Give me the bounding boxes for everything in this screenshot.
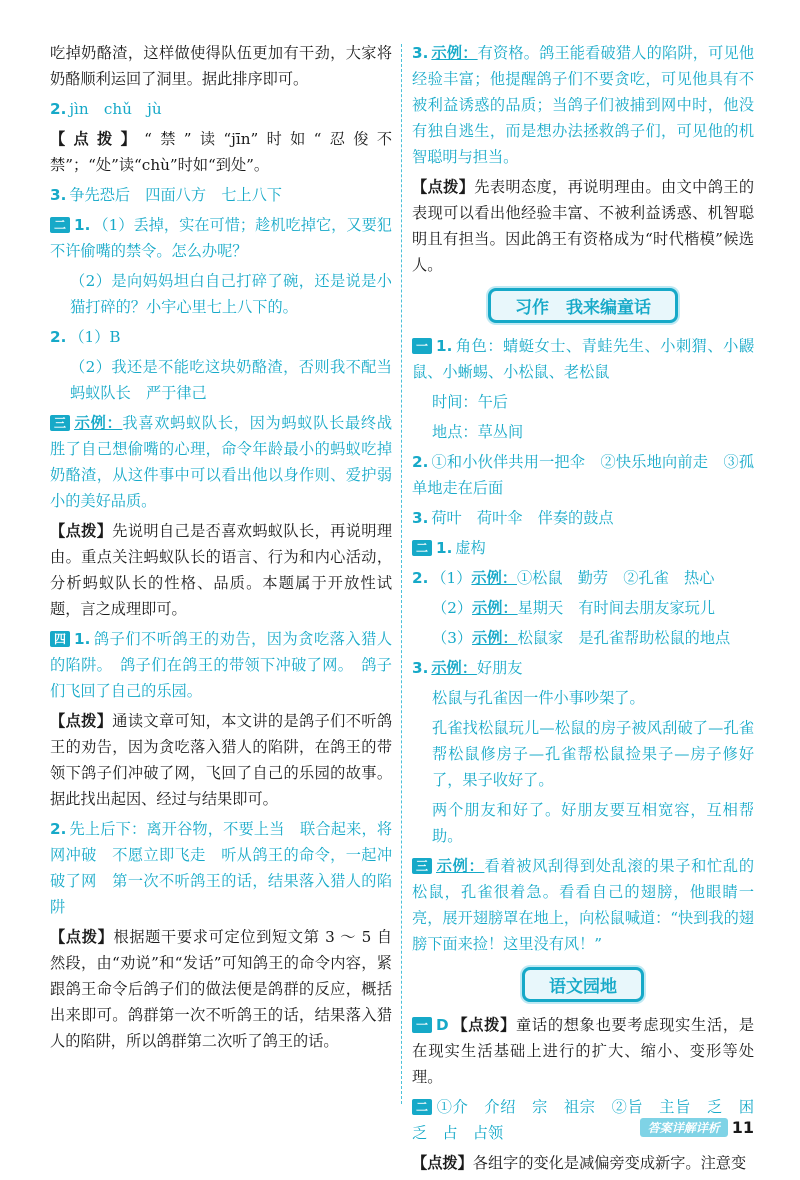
answer-text: （1）B <box>69 328 121 346</box>
answer-text: 我喜欢蚂蚁队长，因为蚂蚁队长最终战胜了自己想偷嘴的心理，命令年龄最小的蚂蚁吃掉奶酪渣，从这件事中可以看出他以身作则、爱护弱小的美好品质。 <box>50 414 393 510</box>
question-number: 3. <box>412 509 429 527</box>
example-label: 示例： <box>436 857 485 875</box>
section-banner: 语文园地 <box>522 967 644 1002</box>
answer-text: （2）是向妈妈坦白自己打碎了碗，还是说是小猫打碎的？小宇心里七上八下的。 <box>70 272 392 316</box>
explanation-text: 童话的想象也要考虑现实生活，是在现实生活基础上进行的扩大、缩小、变形等处理。 <box>412 1016 755 1086</box>
answer-text: 地点：草丛间 <box>432 423 524 441</box>
answer-text: 角色：蜻蜓女士、青蛙先生、小刺猬、小鼹鼠、小蜥蜴、小松鼠、老松鼠 <box>412 337 754 381</box>
answer-text: 孔雀找松鼠玩儿—松鼠的房子被风刮破了—孔雀帮松鼠修房子—孔雀帮松鼠捡果子—房子修好了，果子收好了。 <box>432 719 754 789</box>
answer-paragraph <box>412 1150 754 1176</box>
question-number: 2. <box>50 328 67 346</box>
explanation-text: 根据题干要求可定位到短文第 3 ～ 5 自然段，由“劝说”和“发话”可知鸽王的命令内容，紧跟鸽王命令后鸽子们的做法便是鸽群的反应，概括出来即可。鸽群第一次不听鸽王的话，结果落入猎人的陷阱，所以鸽群第二次听了鸽王的话。 <box>50 928 393 1050</box>
question-number: 3. <box>50 186 67 204</box>
page-number: 11 <box>731 1118 754 1137</box>
explanation-text: 各组字的变化是减偏旁变成新字。注意变 <box>472 1154 747 1172</box>
answer-paragraph <box>50 212 392 264</box>
example-label: 示例： <box>431 44 478 62</box>
answer-paragraph <box>412 40 754 170</box>
section-number: 二 <box>412 540 432 556</box>
answer-text: 虚构 <box>455 539 486 557</box>
question-number: 2. <box>412 569 429 587</box>
section-number: 一 <box>412 1017 432 1033</box>
answer-paragraph <box>50 354 392 406</box>
answer-paragraph <box>412 535 754 561</box>
answer-text: ①和小伙伴共用一把伞 ②快乐地向前走 ③孤单地走在后面 <box>412 453 754 497</box>
section-banner: 习作 我来编童话 <box>488 288 678 323</box>
answer-paragraph <box>412 595 754 621</box>
footer-label: 答案详解详析 <box>640 1118 728 1137</box>
explanation-text: 吃掉奶酪渣，这样做使得队伍更加有干劲，大家将奶酪顺利运回了洞里。据此排序即可。 <box>50 44 392 88</box>
answer-paragraph <box>50 324 392 350</box>
right-column <box>412 40 754 1180</box>
answer-text: 松鼠家 是孔雀帮助松鼠的地点 <box>517 629 731 647</box>
question-number: 2. <box>50 100 67 118</box>
answer-paragraph <box>412 625 754 651</box>
section-number: 一 <box>412 338 432 354</box>
question-number: 3. <box>412 659 429 677</box>
answer-paragraph <box>412 505 754 531</box>
answer-paragraph <box>412 655 754 681</box>
answer-text: jìn chǔ jù <box>69 100 162 118</box>
answer-text: 看着被风刮得到处乱滚的果子和忙乱的松鼠，孔雀很着急。看看自己的翅膀，他眼睛一亮，展开翅膀罩在地上，向松鼠喊道：“快到我的翅膀下面来捡！这里没有风！” <box>412 857 755 953</box>
answer-text: 星期天 有时间去朋友家玩儿 <box>517 599 716 617</box>
answer-text: （1）丢掉，实在可惜；趁机吃掉它，又要犯不许偷嘴的禁令。怎么办呢？ <box>50 216 392 260</box>
answer-paragraph <box>50 96 392 122</box>
answer-paragraph <box>412 333 754 385</box>
hint-tag: 【点拨】 <box>50 928 114 946</box>
section-number: 四 <box>50 631 70 647</box>
section-number: 二 <box>50 217 70 233</box>
example-label: 示例： <box>471 569 517 587</box>
answer-text: ①松鼠 勤劳 ②孔雀 热心 <box>516 569 715 587</box>
answer-text: （3） <box>432 629 473 647</box>
section-banner-wrap <box>412 967 754 1002</box>
explanation-text: 先表明态度，再说明理由。由文中鸽王的表现可以看出他经验丰富、不被利益诱惑、机智聪明且有担当。因此鸽王有资格成为“时代楷模”候选人。 <box>412 178 754 274</box>
answer-paragraph <box>412 853 754 957</box>
question-number: 2. <box>412 453 429 471</box>
hint-tag: 【点拨】 <box>50 712 113 730</box>
hint-tag: 【点拨】 <box>50 130 145 148</box>
example-label: 示例： <box>472 599 518 617</box>
answer-paragraph <box>412 449 754 501</box>
answer-paragraph <box>412 419 754 445</box>
explanation-text: 通读文章可知，本文讲的是鸽子们不听鸽王的劝告，因为贪吃落入猎人的陷阱，在鸽王的带领下鸽子们冲破了网，飞回了自己的乐园的故事。据此找出起因、经过与结果即可。 <box>50 712 392 808</box>
explanation-text: 先说明自己是否喜欢蚂蚁队长，再说明理由。重点关注蚂蚁队长的语言、行为和内心活动，分析蚂蚁队长的性格、品质。本题属于开放性试题，言之成理即可。 <box>50 522 392 618</box>
answer-paragraph <box>50 626 392 704</box>
hint-tag: 【点拨】 <box>50 522 113 540</box>
answer-text: 鸽子们不听鸽王的劝告，因为贪吃落入猎人的陷阱。 鸽子们在鸽王的带领下冲破了网。 鸽子们飞回了自己的乐园。 <box>50 630 392 700</box>
answer-text: 先上后下：离开谷物，不要上当 联合起来，将网冲破 不愿立即飞走 听从鸽王的命令，一起冲破了网 第一次不听鸽王的话，结果落入猎人的陷阱 <box>50 820 392 916</box>
example-label: 示例： <box>431 659 477 677</box>
hint-tag: 【点拨】 <box>412 1154 473 1172</box>
section-banner-wrap <box>412 288 754 323</box>
answer-text: ①介 介绍 宗 祖宗 ②旨 主旨 乏 困乏 占 占领 <box>412 1098 754 1142</box>
left-column <box>50 40 392 1058</box>
section-number: 二 <box>412 1099 432 1115</box>
question-number: 1. <box>436 337 453 355</box>
answer-text: （1） <box>431 569 472 587</box>
column-divider <box>401 44 402 1104</box>
answer-paragraph <box>412 174 754 278</box>
answer-text: 争先恐后 四面八方 七上八下 <box>69 186 282 204</box>
question-number: 3. <box>412 44 429 62</box>
answer-text: 时间：午后 <box>432 393 508 411</box>
answer-paragraph <box>50 40 392 92</box>
answer-paragraph <box>50 182 392 208</box>
example-label: 示例： <box>472 629 518 647</box>
question-number: 1. <box>74 630 91 648</box>
answer-paragraph <box>50 708 392 812</box>
answer-paragraph <box>50 518 392 622</box>
answer-paragraph <box>50 410 392 514</box>
section-number: 三 <box>412 858 432 874</box>
explanation-text: “禁”读“jīn”时如“忍俊不禁”；“处”读“chù”时如“到处”。 <box>50 130 393 174</box>
answer-text: 两个朋友和好了。好朋友要互相宽容，互相帮助。 <box>432 801 754 845</box>
question-number: 2. <box>50 820 67 838</box>
answer-paragraph <box>412 797 754 849</box>
answer-paragraph <box>412 1012 754 1090</box>
answer-text: 荷叶 荷叶伞 伴奏的鼓点 <box>431 509 614 527</box>
page-footer <box>640 1118 754 1137</box>
question-number: 1. <box>436 539 453 557</box>
section-number: 三 <box>50 415 70 431</box>
question-number: 1. <box>74 216 91 234</box>
answer-paragraph <box>412 685 754 711</box>
answer-text: （2） <box>432 599 473 617</box>
answer-paragraph <box>50 126 392 178</box>
answer-paragraph <box>412 565 754 591</box>
answer-paragraph <box>50 924 392 1054</box>
answer-text: （2）我还是不能吃这块奶酪渣，否则我不配当蚂蚁队长 严于律己 <box>70 358 392 402</box>
hint-tag: 【点拨】 <box>412 178 475 196</box>
hint-tag: 【点拨】 <box>451 1016 516 1034</box>
answer-paragraph <box>50 268 392 320</box>
answer-paragraph <box>412 389 754 415</box>
answer-text: 好朋友 <box>476 659 523 677</box>
answer-paragraph <box>50 816 392 920</box>
answer-text: 松鼠与孔雀因一件小事吵架了。 <box>432 689 645 707</box>
answer-paragraph <box>412 715 754 793</box>
answer-text: 有资格。鸽王能看破猎人的陷阱，可见他经验丰富；他提醒鸽子们不要贪吃，可见他具有不被利益诱惑的品质；当鸽子们被捕到网中时，他没有独自逃生，而是想办法拯救鸽子们，可见他的机智聪明与担当。 <box>412 44 755 166</box>
question-number: D <box>436 1016 449 1034</box>
example-label: 示例： <box>74 414 123 432</box>
